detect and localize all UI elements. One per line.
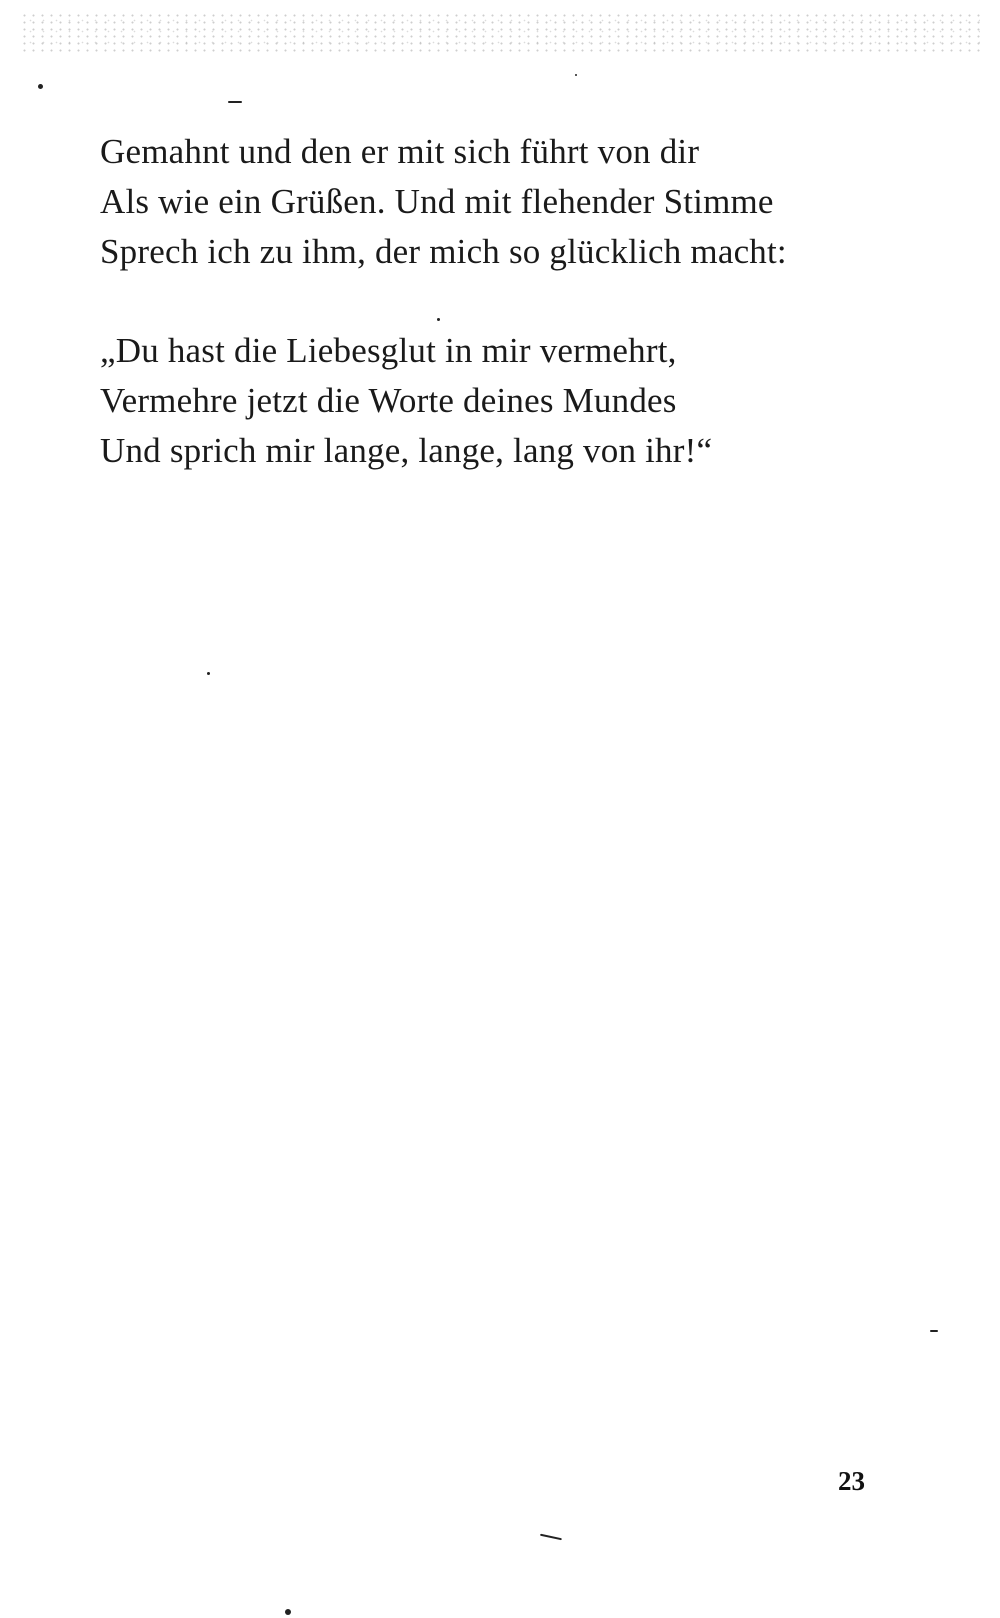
scan-speck — [575, 74, 577, 76]
scan-speck — [930, 1330, 938, 1332]
scan-speck — [38, 84, 43, 89]
poem-line: Sprech ich zu ihm, der mich so glücklich macht: — [100, 232, 787, 271]
scan-speck — [540, 1534, 562, 1540]
poem-line: Gemahnt und den er mit sich führt von dir — [100, 132, 700, 171]
scan-speck — [285, 1609, 291, 1615]
poem-line: Und sprich mir lange, lange, lang von ihr!“ — [100, 431, 713, 470]
scan-speck — [207, 672, 210, 675]
poem-stanza-1 — [100, 127, 787, 277]
poem-stanza-2 — [100, 326, 712, 476]
scan-noise-band — [20, 12, 980, 52]
scan-speck — [437, 318, 440, 321]
poem-line: Vermehre jetzt die Worte deines Mundes — [100, 381, 677, 420]
poem-line: Als wie ein Grüßen. Und mit flehender Stimme — [100, 182, 774, 221]
scan-speck — [228, 101, 242, 103]
page-number: 23 — [838, 1466, 865, 1496]
poem-line: „Du hast die Liebesglut in mir vermehrt, — [100, 331, 677, 370]
